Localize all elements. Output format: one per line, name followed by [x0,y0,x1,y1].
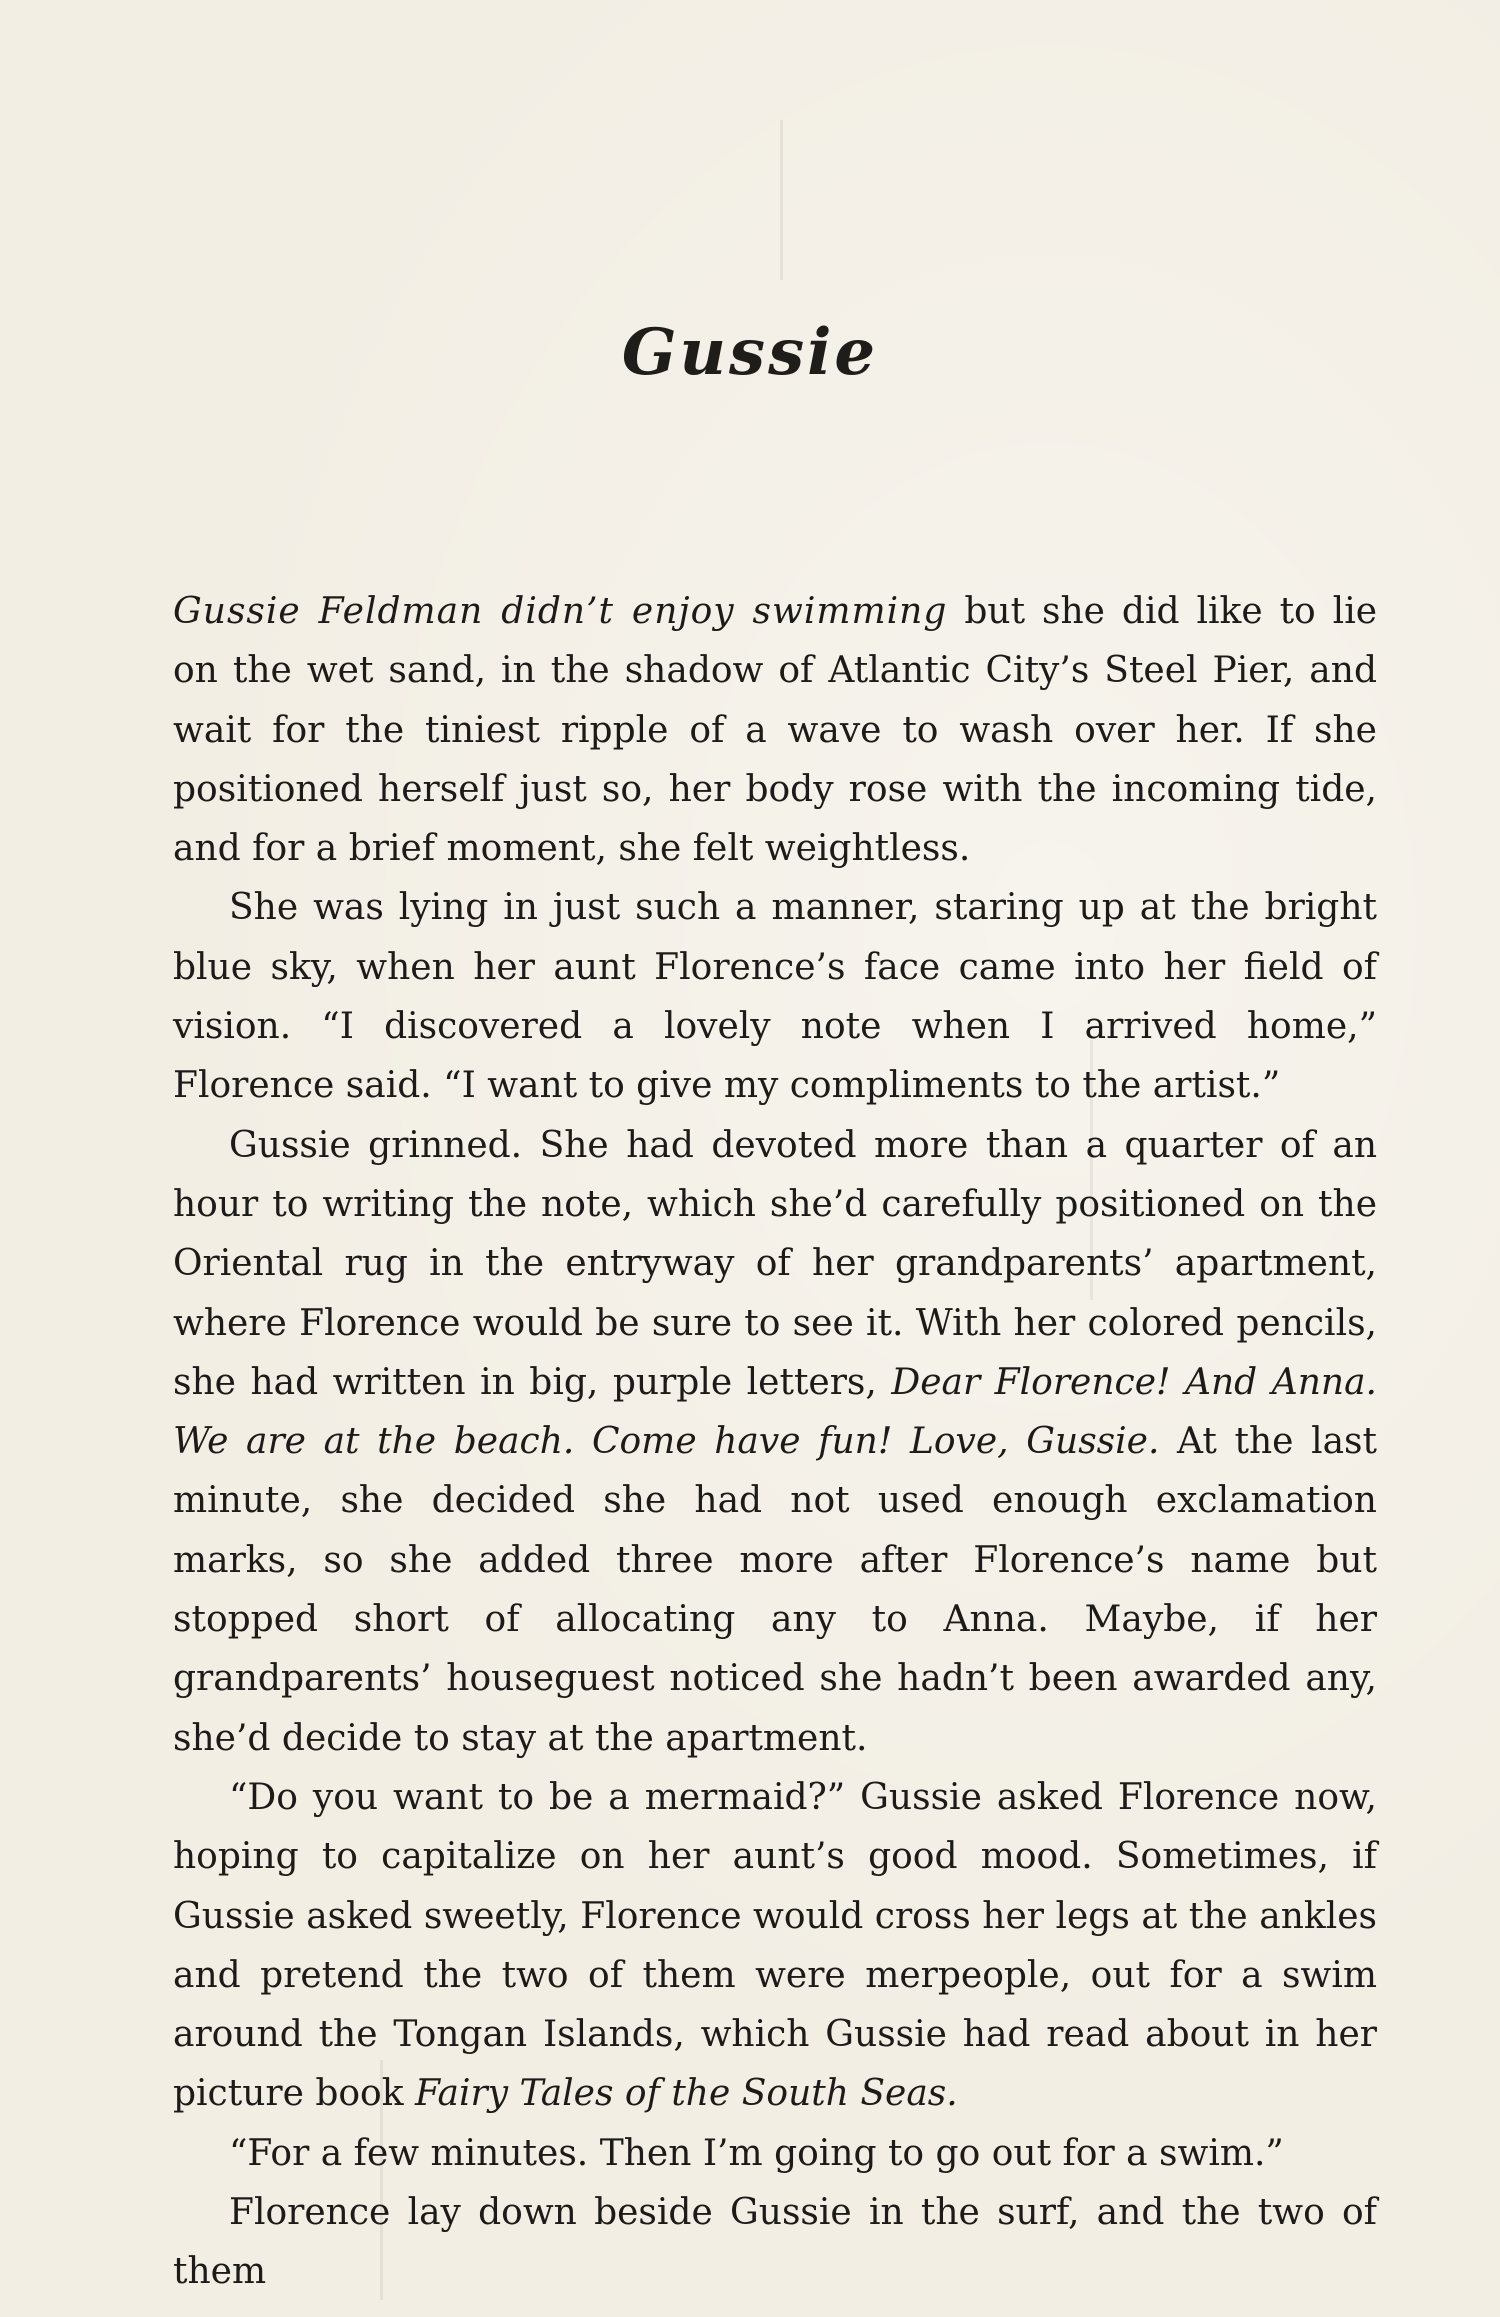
paragraph-4-text-a: “Do you want to be a mermaid?” Gussie asked Florence now, hoping to capitalize on her aunt’s good mood. Sometimes, if Gussie asked sweetly, Florence would cross her legs at the ankles and pretend the two of them were merpeople, out for a swim around the Tongan Islands, which Gussie had read about in her picture book [173,1776,1377,2115]
paragraph-2: She was lying in just such a manner, staring up at the bright blue sky, when her aunt Florence’s face came into her field of vision. “I discovered a lovely note when I arrived home,” Florence said. “I want to give my compliments to the artist.” [173,887,1377,1107]
paragraph-3-text-b: At the last minute, she decided she had not used enough exclamation marks, so she added three more after Florence’s name but stopped short of allocating any to Anna. Maybe, if her grandparents’ houseguest noticed she hadn’t been awarded any, she’d decide to stay at the apartment. [173,1421,1377,1759]
paragraph-3 [173,1116,1377,1768]
chapter-title: Gussie [621,314,879,390]
paragraph-6: Florence lay down beside Gussie in the surf, and the two of them [173,2192,1377,2293]
note-quote: Dear Florence! And Anna. We are at the beach. Come have fun! Love, Gussie. [173,1361,1377,1463]
paragraph-3-text-a: Gussie grinned. She had devoted more than a quarter of an hour to writing the note, which she’d carefully positioned on the Oriental rug in the entryway of her grandparents’ apartment, where Florence would be sure to see it. With her colored pencils, she had written in big, purple letters, [173,1124,1377,1403]
paper-show-through [780,120,783,280]
paragraph-1 [173,582,1377,878]
opening-lead-in: Gussie Feldman didn’t enjoy swimming [173,591,948,632]
paragraph-4 [173,1768,1377,2124]
body-text [173,582,1377,2302]
book-title: Fairy Tales of the South Seas. [414,2073,958,2115]
paragraph-1-text: but she did like to lie on the wet sand, in the shadow of Atlantic City’s Steel Pier, and wait for the tiniest ripple of a wave to wash over her. If she positioned herself just so, her body rose with the incoming tide, and for a brief moment, she felt weightless. [173,591,1378,870]
paragraph-5: “For a few minutes. Then I’m going to go out for a swim.” [229,2132,1284,2174]
